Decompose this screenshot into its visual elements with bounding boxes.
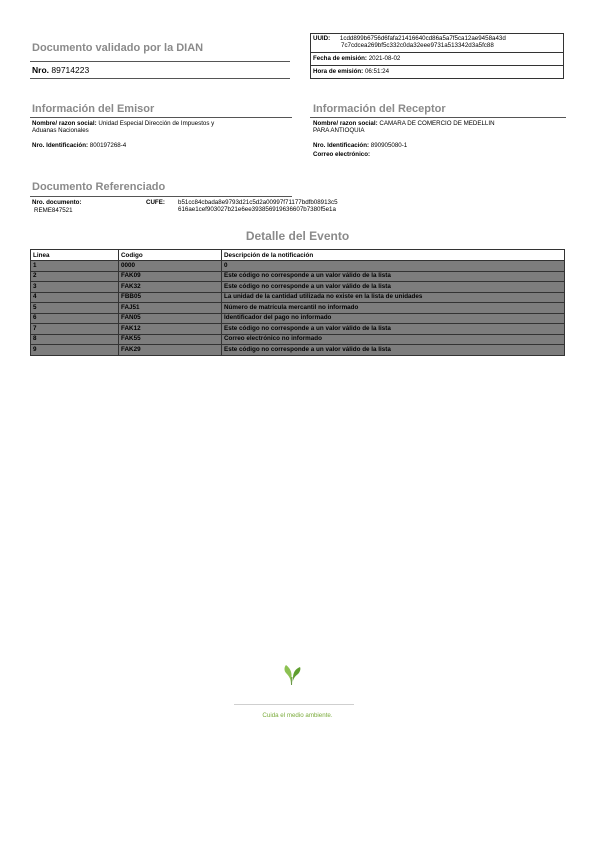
cell-descripcion: Este código no corresponde a un valor válido de la lista [222, 345, 565, 356]
hora-label: Hora de emisión: [313, 68, 364, 75]
cell-codigo: FAK32 [119, 282, 222, 293]
receptor-email-label: Correo electrónico: [313, 151, 371, 158]
referenciado-title: Documento Referenciado [32, 181, 166, 193]
cell-descripcion: La unidad de la cantidad utilizada no existe en la lista de unidades [222, 292, 565, 303]
table-row [31, 271, 565, 282]
validation-title: Documento validado por la DIAN [32, 42, 204, 54]
cell-descripcion: 0 [222, 261, 565, 272]
fecha-row [313, 55, 561, 62]
cell-linea: 6 [31, 313, 119, 324]
referenciado-cufe-value [178, 199, 338, 214]
events-table [30, 249, 565, 356]
receptor-email [313, 151, 370, 158]
divider [311, 65, 563, 66]
cell-descripcion: Identificador del pago no informado [222, 313, 565, 324]
leaf-icon [282, 664, 302, 686]
validation-number-value: 89714223 [51, 65, 90, 75]
uuid-value-line2: 7c7cdcea269bf5c332c0da32eee9731a513342d3a5fc88 [341, 42, 494, 49]
emisor-id [32, 142, 126, 149]
table-header-row [31, 250, 565, 261]
doc-label-text: Nro. documento: [32, 199, 82, 206]
cufe-label-text: CUFE: [146, 199, 165, 206]
table-row [31, 313, 565, 324]
uuid-label: UUID: [313, 35, 331, 42]
referenciado-doc-label [32, 199, 82, 206]
divider [30, 117, 292, 118]
emisor-title: Información del Emisor [32, 103, 155, 115]
fecha-label: Fecha de emisión: [313, 55, 367, 62]
cell-descripcion: Correo electrónico no informado [222, 334, 565, 345]
receptor-nombre-label: Nombre/ razon social: [313, 120, 378, 127]
cell-descripcion: Este código no corresponde a un valor válido de la lista [222, 324, 565, 335]
emisor-id-value: 800197268-4 [89, 142, 127, 149]
cell-codigo: FAN05 [119, 313, 222, 324]
cell-linea: 4 [31, 292, 119, 303]
detalle-title: Detalle del Evento [245, 229, 350, 243]
receptor-id [313, 142, 407, 149]
cell-linea: 3 [31, 282, 119, 293]
emisor-id-label: Nro. Identificación: [32, 142, 89, 149]
cell-codigo: FAK09 [119, 271, 222, 282]
receptor-nombre [313, 120, 565, 135]
receptor-nombre-value-line1: CAMARA DE COMERCIO DE MEDELLIN [379, 120, 495, 127]
divider [311, 52, 563, 53]
emisor-nombre [32, 120, 290, 135]
emisor-nombre-label: Nombre/ razon social: [32, 120, 97, 127]
table-row [31, 303, 565, 314]
header-descripcion: Descripción de la notificación [222, 250, 565, 261]
cell-codigo: FAJ51 [119, 303, 222, 314]
cell-linea: 2 [31, 271, 119, 282]
cell-linea: 5 [31, 303, 119, 314]
receptor-id-value: 890905080-1 [370, 142, 408, 149]
cell-descripcion: Este código no corresponde a un valor válido de la lista [222, 282, 565, 293]
cell-codigo: FAK29 [119, 345, 222, 356]
header-codigo: Codigo [119, 250, 222, 261]
uuid-box [310, 33, 564, 79]
divider [310, 117, 566, 118]
validation-number [32, 65, 89, 75]
receptor-id-label: Nro. Identificación: [313, 142, 370, 149]
cell-codigo: FBB05 [119, 292, 222, 303]
cell-descripcion: Número de matrícula mercantil no informado [222, 303, 565, 314]
cell-linea: 9 [31, 345, 119, 356]
footer-text: Cuida el medio ambiente. [262, 712, 333, 719]
referenciado-cufe-label [146, 199, 165, 206]
referenciado-doc-value: REME847521 [34, 207, 73, 214]
cell-linea: 7 [31, 324, 119, 335]
cell-descripcion: Este código no corresponde a un valor válido de la lista [222, 271, 565, 282]
table-row [31, 334, 565, 345]
receptor-title: Información del Receptor [313, 103, 446, 115]
header-linea: Linea [31, 250, 119, 261]
cell-codigo: FAK55 [119, 334, 222, 345]
hora-row [313, 68, 561, 75]
divider [30, 196, 292, 197]
cell-linea: 8 [31, 334, 119, 345]
emisor-nombre-value-line1: Unidad Especial Dirección de Impuestos y [98, 120, 215, 127]
table-row [31, 261, 565, 272]
cufe-line1: b51cc84cbada8e9793d21c5d2a00997f71177bdfb08913c5 [178, 199, 338, 206]
cufe-line2: 616ae1cef903027b21e6ee393856919636607b7380f5e1a [178, 206, 336, 214]
divider [234, 704, 354, 705]
divider [30, 61, 290, 62]
divider [30, 78, 290, 79]
hora-value: 06:51:24 [364, 68, 390, 75]
fecha-value: 2021-08-02 [368, 55, 401, 62]
table-row [31, 292, 565, 303]
cell-codigo: 0000 [119, 261, 222, 272]
validation-number-label: Nro. [32, 65, 49, 75]
table-row [31, 345, 565, 356]
uuid-value-line1: 1cdd899b6756d6fafa21416640cd86a5a7f5ca12ae9458a43d [339, 35, 506, 42]
cell-linea: 1 [31, 261, 119, 272]
receptor-nombre-value-line2: PARA ANTIOQUIA [313, 127, 365, 135]
table-row [31, 282, 565, 293]
table-row [31, 324, 565, 335]
emisor-nombre-value-line2: Aduanas Nacionales [32, 127, 89, 135]
cell-codigo: FAK12 [119, 324, 222, 335]
